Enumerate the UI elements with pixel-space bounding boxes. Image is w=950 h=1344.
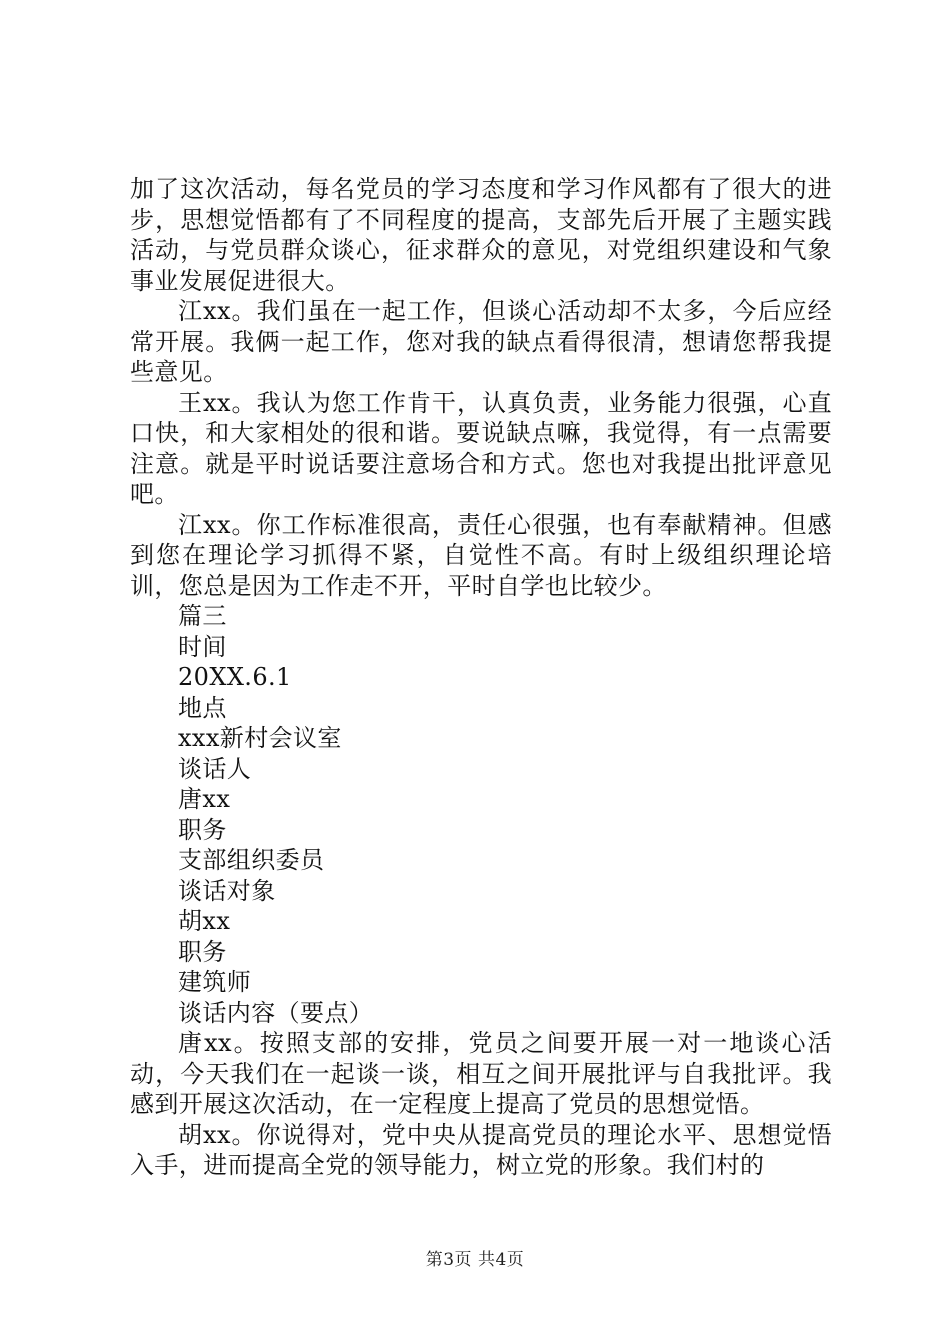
document-body xyxy=(130,174,832,1181)
field-label-content: 谈话内容（要点） xyxy=(178,998,374,1027)
paragraph-jiang-critique: 江xx。你工作标准很高，责任心很强，也有奉献精神。但感到您在理论学习抓得不紧，自觉性不高。有时上级组织理论培训，您总是因为工作走不开，平时自学也比较少。 xyxy=(130,510,832,600)
field-label-interviewee-position: 职务 xyxy=(178,937,227,966)
field-value-location: xxx新村会议室 xyxy=(178,724,342,752)
paragraph-jiang-request: 江xx。我们虽在一起工作，但谈心活动却不太多，今后应经常开展。我俩一起工作，您对我的缺点看得很清，想请您帮我提些意见。 xyxy=(130,297,832,386)
field-label-interviewer: 谈话人 xyxy=(178,754,252,783)
field-value-interviewer: 唐xx xyxy=(178,785,231,813)
paragraph-continuation: 加了这次活动，每名党员的学习态度和学习作风都有了很大的进步，思想觉悟都有了不同程度的提高，支部先后开展了主题实践活动，与党员群众谈心，征求群众的意见，对党组织建设和气象事业发展促进很大。 xyxy=(130,175,832,295)
field-value-interviewer-position: 支部组织委员 xyxy=(178,846,325,874)
page-footer: 第3页 共4页 xyxy=(425,1250,525,1270)
paragraph-tang-statement: 唐xx。按照支部的安排，党员之间要开展一对一地谈心活动，今天我们在一起谈一谈，相互之间开展批评与自我批评。我感到开展这次活动，在一定程度上提高了党员的思想觉悟。 xyxy=(130,1029,832,1118)
field-label-interviewee: 谈话对象 xyxy=(178,876,276,905)
field-label-location: 地点 xyxy=(178,693,227,722)
field-label-time: 时间 xyxy=(178,632,227,661)
paragraph-wang-response: 王xx。我认为您工作肯干，认真负责，业务能力很强，心直口快，和大家相处的很和谐。要说缺点嘛，我觉得，有一点需要注意。就是平时说话要注意场合和方式。您也对我提出批评意见吧。 xyxy=(130,388,832,508)
paragraph-hu-statement: 胡xx。你说得对，党中央从提高党员的理论水平、思想觉悟入手，进而提高全党的领导能力，树立党的形象。我们村的 xyxy=(130,1120,832,1179)
section-heading: 篇三 xyxy=(178,602,227,630)
field-value-interviewee: 胡xx xyxy=(178,907,231,935)
field-label-interviewer-position: 职务 xyxy=(178,815,227,844)
field-value-time: 20XX.6.1 xyxy=(178,663,292,691)
field-value-interviewee-position: 建筑师 xyxy=(178,968,252,996)
